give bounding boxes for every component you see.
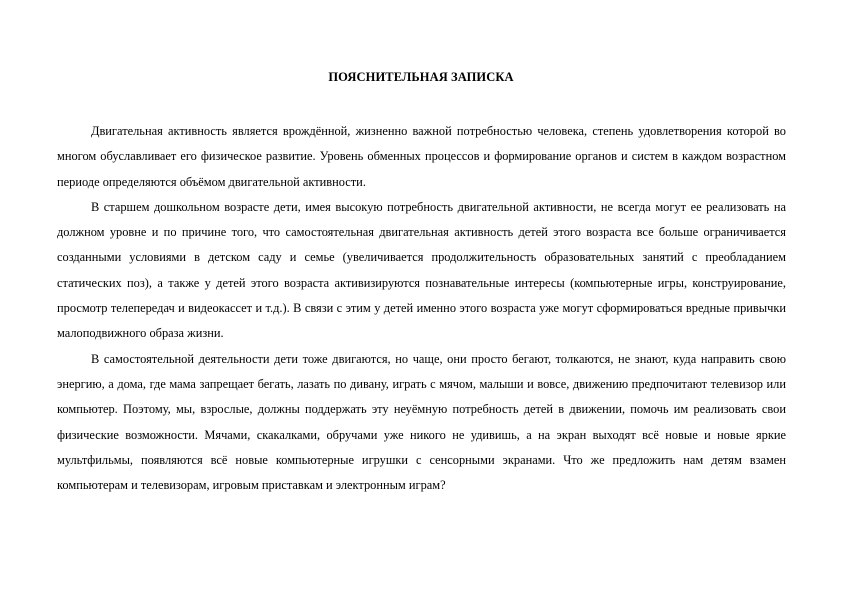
paragraph-2: В старшем дошкольном возрасте дети, имея высокую потребность двигательной активности, не всегда могут ее реализовать на должном уровне и по причине того, что самостоятельная двигательная активность детей этого возраста все больше ограничивается созданными условиями в детском саду и семье (увеличивается продолжительность образовательных занятий с преобладанием статических поз), а также у детей этого возраста активизируются познавательные интересы (компьютерные игры, конструирование, просмотр телепередач и видеокассет и т.д.). В связи с этим у детей именно этого возраста уже могут сформироваться вредные привычки малоподвижного образа жизни. [57,199,786,341]
paragraph-3: В самостоятельной деятельности дети тоже двигаются, но чаще, они просто бегают, толкаются, не знают, куда направить свою энергию, а дома, где мама запрещает бегать, лазать по дивану, играть с мячом, малыши и вовсе, движению предпочитают телевизор или компьютер. Поэтому, мы, взрослые, должны поддержать эту неуёмную потребность детей в движении, помочь им реализовать свои физические возможности. Мячами, скакалками, обручами уже никого не удивишь, а на экран выходят всё новые и новые яркие мультфильмы, появляются всё новые компьютерные игрушки с сенсорными экранами. Что же предложить нам детям взамен компьютерам и телевизорам, игровым приставкам и электронным играм? [57,351,786,493]
document-body [57,119,786,498]
document-title: ПОЯСНИТЕЛЬНАЯ ЗАПИСКА [328,70,514,84]
paragraph-1: Двигательная активность является врождённой, жизненно важной потребностью человека, степень удовлетворения которой во многом обуславливает его физическое развитие. Уровень обменных процессов и формирование органов и систем в каждом возрастном периоде определяются объёмом двигательной активности. [57,124,786,189]
